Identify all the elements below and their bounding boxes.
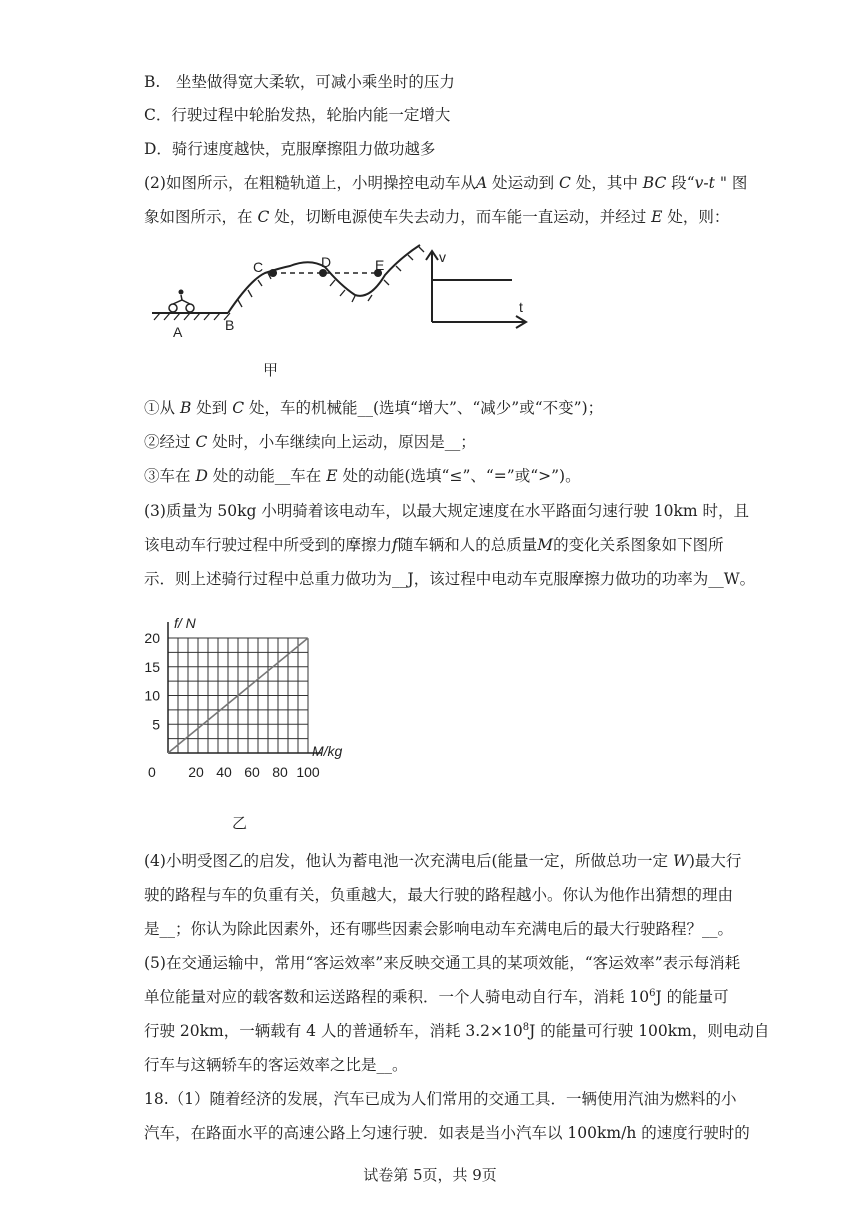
option-c: C．行驶过程中轮胎发热，轮胎内能一定增大 xyxy=(144,106,451,124)
point-c xyxy=(269,269,277,277)
caption-yi: 乙 xyxy=(232,814,248,832)
y-tick-label: 20 xyxy=(144,630,160,646)
q5-line-4: 行车与这辆轿车的客运效率之比是__。 xyxy=(144,1056,408,1074)
v-axis-label: v xyxy=(439,249,446,265)
t-axis-label: t xyxy=(519,299,523,315)
x-axis-label: M/kg xyxy=(312,743,343,759)
q5-line-1: (5)在交通运输中，常用“客运效率”来反映交通工具的某项效能，“客运效率”表示每消耗 xyxy=(144,954,741,972)
q2-line-1: (2)如图所示，在粗糙轨道上，小明操控电动车从A 处运动到 C 处，其中 BC 段“v-t " 图 xyxy=(144,174,748,192)
q3-line-1: (3)质量为 50kg 小明骑着该电动车，以最大规定速度在水平路面匀速行驶 10km 时，且 xyxy=(144,502,750,520)
q4-line-2: 驶的路程与车的负重有关，负重越大，最大行驶的路程越小。你认为他作出猜想的理由 xyxy=(144,886,734,904)
q4-line-3: 是__；你认为除此因素外，还有哪些因素会影响电动车充满电后的最大行驶路程？__。 xyxy=(144,920,734,938)
y-tick-label: 10 xyxy=(144,687,160,704)
y-tick-label: 5 xyxy=(152,716,160,733)
label-e: E xyxy=(375,257,385,273)
figure-jia xyxy=(140,240,540,350)
y-tick-label: 15 xyxy=(144,658,160,675)
point-d xyxy=(319,269,327,277)
q2-line-2: 象如图所示，在 C 处，切断电源使车失去动力，而车能一直运动，并经过 E 处，则： xyxy=(144,208,730,226)
label-a: A xyxy=(173,324,183,340)
option-d: D．骑行速度越快，克服摩擦阻力做功越多 xyxy=(144,140,436,158)
y-axis-label: f/ N xyxy=(174,615,196,631)
vt-graph xyxy=(426,249,526,328)
x-tick-label: 20 xyxy=(188,764,204,780)
label-c: C xyxy=(253,259,264,275)
q18-line-1: 18.（1）随着经济的发展，汽车已成为人们常用的交通工具．一辆使用汽油为燃料的小 xyxy=(144,1090,737,1108)
q3-line-2: 该电动车行驶过程中所受到的摩擦力f随车辆和人的总质量M的变化关系图象如下图所 xyxy=(144,536,724,554)
q3-line-3: 示．则上述骑行过程中总重力做功为__J，该过程中电动车克服摩擦力做功的功率为__W。 xyxy=(144,570,756,588)
q5-line-2: 单位能量对应的载客数和运送路程的乘积．一个人骑电动自行车，消耗 $10^6J$ 的能量可 xyxy=(144,987,729,1006)
x-tick-label: 40 xyxy=(216,764,232,780)
bike-icon xyxy=(169,290,194,313)
q4-line-1: (4)小明受图乙的启发，他认为蓄电池一次充满电后(能量一定，所做总功一定 W)最大行 xyxy=(144,852,742,870)
x-tick-label: 100 xyxy=(296,764,320,780)
origin-label: 0 xyxy=(148,764,156,780)
option-b: B. 坐垫做得宽大柔软，可减小乘坐时的压力 xyxy=(144,73,455,91)
q18-line-2: 汽车，在路面水平的高速公路上匀速行驶．如表是当小汽车以 100km/h 的速度行驶时的 xyxy=(144,1124,750,1142)
caption-jia: 甲 xyxy=(263,361,279,379)
figure-yi-chart xyxy=(140,610,360,785)
x-tick-label: 60 xyxy=(244,764,260,780)
q2-sub-3: ③车在 D 处的动能__车在 E 处的动能(选填“≤”、“=”或“>”)。 xyxy=(144,467,581,485)
q2-sub-1: ①从 B 处到 C 处，车的机械能__(选填“增大”、“减少”或“不变”)； xyxy=(144,399,604,417)
q5-line-3: 行驶 20km，一辆载有 4 人的普通轿车，消耗 $3.2\times 10^8J$ 的能量可行驶 100km，则电动自 xyxy=(144,1021,770,1040)
page-footer: 试卷第 5页，共 9页 xyxy=(363,1166,497,1184)
q2-sub-2: ②经过 C 处时，小车继续向上运动，原因是__； xyxy=(144,433,476,451)
x-tick-label: 80 xyxy=(272,764,288,780)
label-d: D xyxy=(321,254,332,270)
label-b: B xyxy=(225,317,235,333)
